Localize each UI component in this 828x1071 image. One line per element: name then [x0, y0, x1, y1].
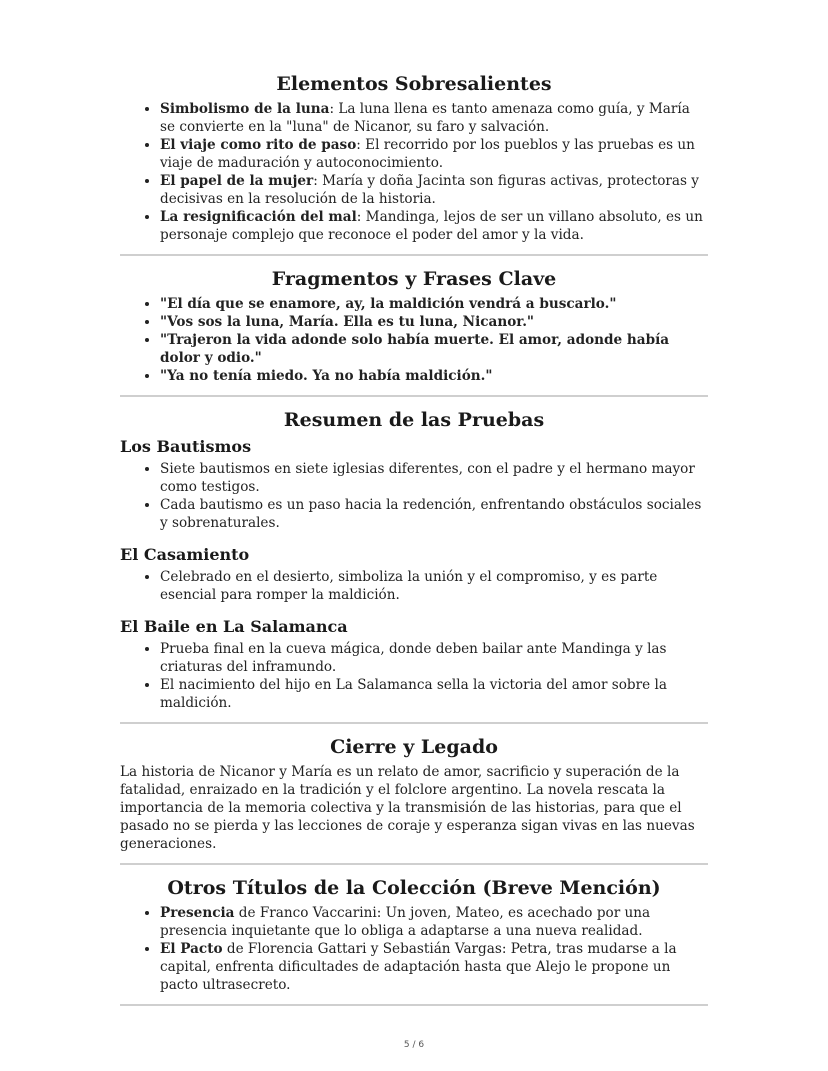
list-item: [160, 940, 708, 994]
item-text: : María y doña Jacinta son figuras activas, protectoras y decisivas en la resolución de la historia.: [160, 173, 699, 207]
elementos-list: [120, 100, 708, 244]
item-term: El viaje como rito de paso: [160, 137, 357, 153]
list-item: [160, 100, 708, 136]
list-item: [160, 172, 708, 208]
otros-list: [120, 904, 708, 994]
divider: [120, 1004, 708, 1006]
item-text: de Franco Vaccarini: Un joven, Mateo, es acechado por una presencia inquietante que lo obliga a adaptarse a una nueva realidad.: [160, 905, 651, 939]
list-item: [160, 313, 708, 331]
list-item: [160, 367, 708, 385]
item-term: Simbolismo de la luna: [160, 101, 330, 117]
list-item: [160, 904, 708, 940]
item-text: : La luna llena es tanto amenaza como guía, y María se convierte en la "luna" de Nicanor, su faro y salvación.: [160, 101, 690, 135]
item-term: Presencia: [160, 905, 235, 921]
section-fragmentos: [120, 267, 708, 385]
list-item: • Celebrado en el desierto, simboliza la unión y el compromiso, y es parte esencial para romper la maldición.: [160, 568, 708, 604]
subsection-title: El Casamiento: [120, 545, 250, 564]
bautismos-list: [120, 460, 708, 532]
section-title: Fragmentos y Frases Clave: [271, 268, 557, 290]
divider: [120, 722, 708, 724]
list-item: • Prueba final en la cueva mágica, donde deben bailar ante Mandinga y las criaturas del inframundo.: [160, 640, 708, 676]
section-title: Elementos Sobresalientes: [276, 73, 552, 95]
quote: "Ya no tenía miedo. Ya no había maldición.": [160, 368, 493, 384]
list-item: [160, 136, 708, 172]
list-item: [160, 208, 708, 244]
subsection-title: Los Bautismos: [120, 437, 252, 456]
item-text: : Mandinga, lejos de ser un villano absoluto, es un personaje complejo que reconoce el poder del amor y la vida.: [160, 209, 703, 243]
paragraph: La historia de Nicanor y María es un relato de amor, sacrificio y superación de la fatalidad, enraizado en la tradición y el folclore argentino. La novela rescata la importancia de la memoria colectiva y la transmisión de las historias, para que el pasado no se pierda y las lecciones de coraje y esperanza sigan vivas en las nuevas generaciones.: [120, 764, 695, 852]
casamiento-list: [120, 568, 708, 604]
quote: "El día que se enamore, ay, la maldición vendrá a buscarlo.": [160, 296, 617, 312]
list-item: • Siete bautismos en siete iglesias diferentes, con el padre y el hermano mayor como testigos.: [160, 460, 708, 496]
list-item: • El nacimiento del hijo en La Salamanca sella la victoria del amor sobre la maldición.: [160, 676, 708, 712]
quote: "Vos sos la luna, María. Ella es tu luna, Nicanor.": [160, 314, 535, 330]
section-otros: [120, 876, 708, 994]
divider: [120, 395, 708, 397]
section-title: Resumen de las Pruebas: [283, 409, 545, 431]
item-text: : El recorrido por los pueblos y las pruebas es un viaje de maduración y autoconocimiento.: [160, 137, 695, 171]
quote: "Trajeron la vida adonde solo había muerte. El amor, adonde había dolor y odio.": [160, 332, 670, 366]
baile-list: [120, 640, 708, 712]
list-item: [160, 295, 708, 313]
page-number: 5 / 6: [403, 1040, 425, 1050]
item-text: de Florencia Gattari y Sebastián Vargas: Petra, tras mudarse a la capital, enfrenta dificultades de adaptación hasta que Alejo le propone un pacto ultrasecreto.: [160, 941, 677, 993]
section-title: Cierre y Legado: [330, 736, 498, 758]
item-term: La resignificación del mal: [160, 209, 357, 225]
section-cierre: [120, 735, 708, 853]
subsection-title: El Baile en La Salamanca: [120, 617, 348, 636]
divider: [120, 254, 708, 256]
fragmentos-list: [120, 295, 708, 385]
section-pruebas: [120, 408, 708, 712]
item-term: El Pacto: [160, 941, 223, 957]
section-title: Otros Títulos de la Colección (Breve Mención): [167, 877, 661, 899]
divider: [120, 863, 708, 865]
item-term: El papel de la mujer: [160, 173, 314, 189]
list-item: • Cada bautismo es un paso hacia la redención, enfrentando obstáculos sociales y sobrenaturales.: [160, 496, 708, 532]
section-elementos: [120, 72, 708, 244]
list-item: [160, 331, 708, 367]
